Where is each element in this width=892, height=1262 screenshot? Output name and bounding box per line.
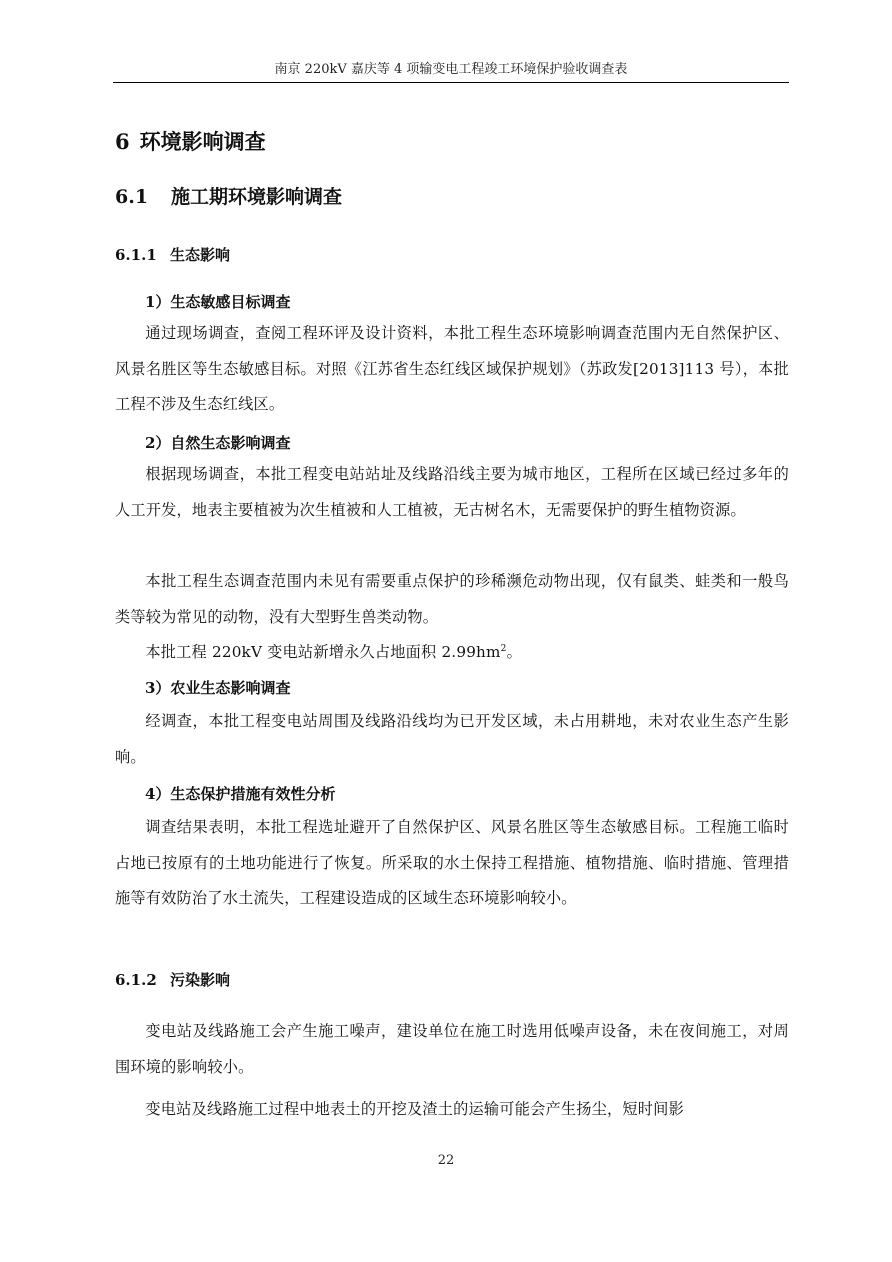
paragraph-noise: 变电站及线路施工会产生施工噪声，建设单位在施工时选用低噪声设备，未在夜间施工，对周围环境的影响较小。 bbox=[115, 1022, 789, 1076]
header-rule bbox=[113, 82, 789, 83]
subsubsection-number: 6.1.1 bbox=[115, 246, 157, 264]
subsubsection-heading-pollution bbox=[115, 969, 230, 991]
paragraph-vegetation: 根据现场调查，本批工程变电站站址及线路沿线主要为城市地区，工程所在区域已经过多年的人工开发，地表主要植被为次生植被和人工植被，无古树名木，无需要保护的野生植物资源。 bbox=[115, 465, 789, 519]
paragraph-wildlife: 本批工程生态调查范围内未见有需要重点保护的珍稀濒危动物出现，仅有鼠类、蛙类和一般鸟类等较为常见的动物，没有大型野生兽类动物。 bbox=[115, 572, 789, 626]
subsection-number: 6.1 bbox=[115, 186, 149, 208]
subsection-title: 施工期环境影响调查 bbox=[171, 186, 343, 208]
subsubsection-number: 6.1.2 bbox=[115, 971, 157, 989]
land-area-end: 。 bbox=[506, 643, 522, 661]
section-number: 6 bbox=[115, 129, 130, 154]
subsubsection-title: 污染影响 bbox=[170, 971, 231, 989]
paragraph-dust: 变电站及线路施工过程中地表土的开挖及渣土的运输可能会产生扬尘，短时间影 bbox=[145, 1100, 684, 1118]
paragraph-sensitive-targets: 通过现场调查，查阅工程环评及设计资料，本批工程生态环境影响调查范围内无自然保护区、风景名胜区等生态敏感目标。对照《江苏省生态红线区域保护规划》（苏政发[2013]113 号），本批工程不涉及生态红线区。 bbox=[115, 324, 789, 413]
area-unit-superscript: 2 bbox=[500, 643, 507, 654]
paragraph-land-area bbox=[115, 635, 789, 671]
subsubsection-title: 生态影响 bbox=[170, 246, 231, 264]
item-heading-natural-ecology: 2）自然生态影响调查 bbox=[145, 434, 291, 452]
paragraph-protection-measures: 调查结果表明，本批工程选址避开了自然保护区、风景名胜区等生态敏感目标。工程施工临时占地已按原有的土地功能进行了恢复。所采取的水土保持工程措施、植物措施、临时措施、管理措施等有效防治了水土流失，工程建设造成的区域生态环境影响较小。 bbox=[115, 818, 789, 907]
land-area-text: 本批工程 220kV 变电站新增永久占地面积 2.99hm bbox=[145, 643, 501, 661]
page-header: 南京 220kV 嘉庆等 4 项输变电工程竣工环境保护验收调查表 bbox=[274, 62, 628, 77]
item-heading-sensitive-targets: 1）生态敏感目标调查 bbox=[145, 293, 291, 311]
subsubsection-heading-ecology bbox=[115, 244, 230, 266]
subsection-heading bbox=[115, 183, 342, 211]
page-number: 22 bbox=[437, 1153, 455, 1168]
paragraph-agriculture: 经调查，本批工程变电站周围及线路沿线均为已开发区域，未占用耕地，未对农业生态产生影响。 bbox=[115, 712, 789, 766]
item-heading-agriculture: 3）农业生态影响调查 bbox=[145, 679, 291, 697]
section-heading bbox=[115, 127, 266, 157]
section-title: 环境影响调查 bbox=[139, 129, 266, 154]
item-heading-protection-measures: 4）生态保护措施有效性分析 bbox=[145, 785, 336, 803]
